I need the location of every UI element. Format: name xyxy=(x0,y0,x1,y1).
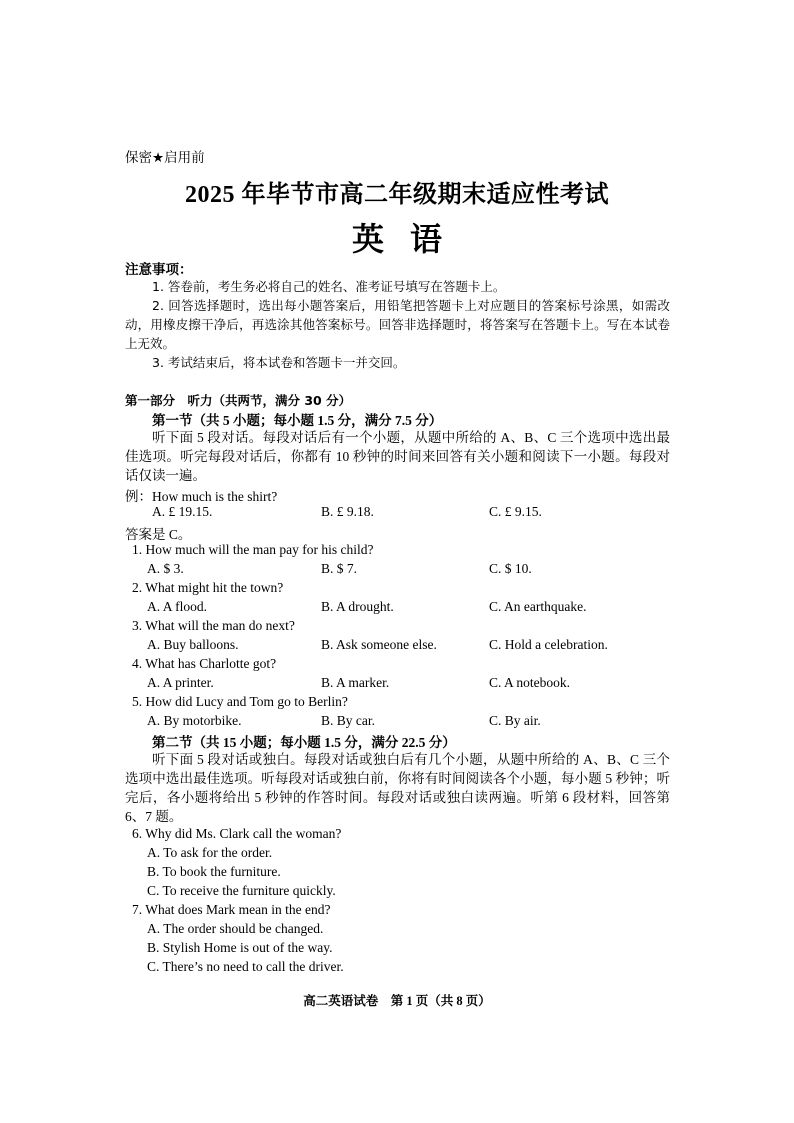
example-answer: 答案是 C。 xyxy=(125,527,192,542)
q4-option-c: C. A notebook. xyxy=(489,675,571,690)
section1-heading: 第一节（共 5 小题；每小题 1.5 分，满分 7.5 分） xyxy=(152,413,443,428)
notice-item-3: 3. 考试结束后，将本试卷和答题卡一并交回。 xyxy=(152,355,406,370)
q4-option-a: A. A printer. xyxy=(147,675,214,690)
q7-option-a: A. The order should be changed. xyxy=(147,921,324,936)
question-4: 4. What has Charlotte got? xyxy=(132,656,277,671)
confidential-label: 保密★启用前 xyxy=(125,150,205,166)
q6-option-a: A. To ask for the order. xyxy=(147,845,273,860)
example-option-c: C. £ 9.15. xyxy=(489,504,542,519)
question-7: 7. What does Mark mean in the end? xyxy=(132,902,331,917)
q2-option-a: A. A flood. xyxy=(147,599,208,614)
section2-directions: 听下面 5 段对话或独白。每段对话或独白后有几个小题，从题中所给的 A、B、C 三个选项中选出最佳选项。听每段对话或独白前，你将有时间阅读各个小题，每小题 5 秒钟；听完后，各小题将给出 5 秒钟的作答时间。每段对话或独白读两遍。听第 6 段材料，回答第 6、7 题。 xyxy=(125,752,670,824)
example-question: 例：How much is the shirt? xyxy=(125,489,278,504)
q5-option-b: B. By car. xyxy=(321,713,375,728)
notice-item-2: 2. 回答选择题时，选出每小题答案后，用铅笔把答题卡上对应题目的答案标号涂黑，如需改动，用橡皮擦干净后，再选涂其他答案标号。回答非选择题时，将答案写在答题卡上。写在本试卷上无效。 xyxy=(125,298,670,351)
q5-option-a: A. By motorbike. xyxy=(147,713,242,728)
example-option-a: A. £ 19.15. xyxy=(152,504,213,519)
q2-option-c: C. An earthquake. xyxy=(489,599,587,614)
section2-heading: 第二节（共 15 小题；每小题 1.5 分，满分 22.5 分） xyxy=(152,735,456,750)
q1-option-b: B. $ 7. xyxy=(321,561,358,576)
q2-option-b: B. A drought. xyxy=(321,599,394,614)
q7-option-c: C. There’s no need to call the driver. xyxy=(147,959,344,974)
q3-option-c: C. Hold a celebration. xyxy=(489,637,608,652)
notice-item-1: 1. 答卷前，考生务必将自己的姓名、准考证号填写在答题卡上。 xyxy=(152,279,506,294)
question-3: 3. What will the man do next? xyxy=(132,618,295,633)
exam-title: 2025 年毕节市高二年级期末适应性考试 xyxy=(185,182,609,208)
question-2: 2. What might hit the town? xyxy=(132,580,284,595)
q4-option-b: B. A marker. xyxy=(321,675,390,690)
page-footer: 高二英语试卷 第 1 页（共 8 页） xyxy=(303,994,491,1008)
q7-option-b: B. Stylish Home is out of the way. xyxy=(147,940,333,955)
question-6: 6. Why did Ms. Clark call the woman? xyxy=(132,826,342,841)
q1-option-c: C. $ 10. xyxy=(489,561,532,576)
question-5: 5. How did Lucy and Tom go to Berlin? xyxy=(132,694,348,709)
q3-option-b: B. Ask someone else. xyxy=(321,637,437,652)
q1-option-a: A. $ 3. xyxy=(147,561,184,576)
q6-option-c: C. To receive the furniture quickly. xyxy=(147,883,336,898)
q5-option-c: C. By air. xyxy=(489,713,541,728)
q6-option-b: B. To book the furniture. xyxy=(147,864,281,879)
q3-option-a: A. Buy balloons. xyxy=(147,637,239,652)
section1-directions: 听下面 5 段对话。每段对话后有一个小题，从题中所给的 A、B、C 三个选项中选出最佳选项。听完每段对话后，你都有 10 秒钟的时间来回答有关小题和阅读下一小题。每段对话仅读一遍。 xyxy=(125,430,670,483)
notice-heading: 注意事项： xyxy=(125,262,193,278)
example-option-b: B. £ 9.18. xyxy=(321,504,374,519)
question-1: 1. How much will the man pay for his child? xyxy=(132,542,374,557)
part1-heading: 第一部分 听力（共两节，满分 30 分） xyxy=(125,393,352,408)
subject-title: 英语 xyxy=(351,221,468,257)
